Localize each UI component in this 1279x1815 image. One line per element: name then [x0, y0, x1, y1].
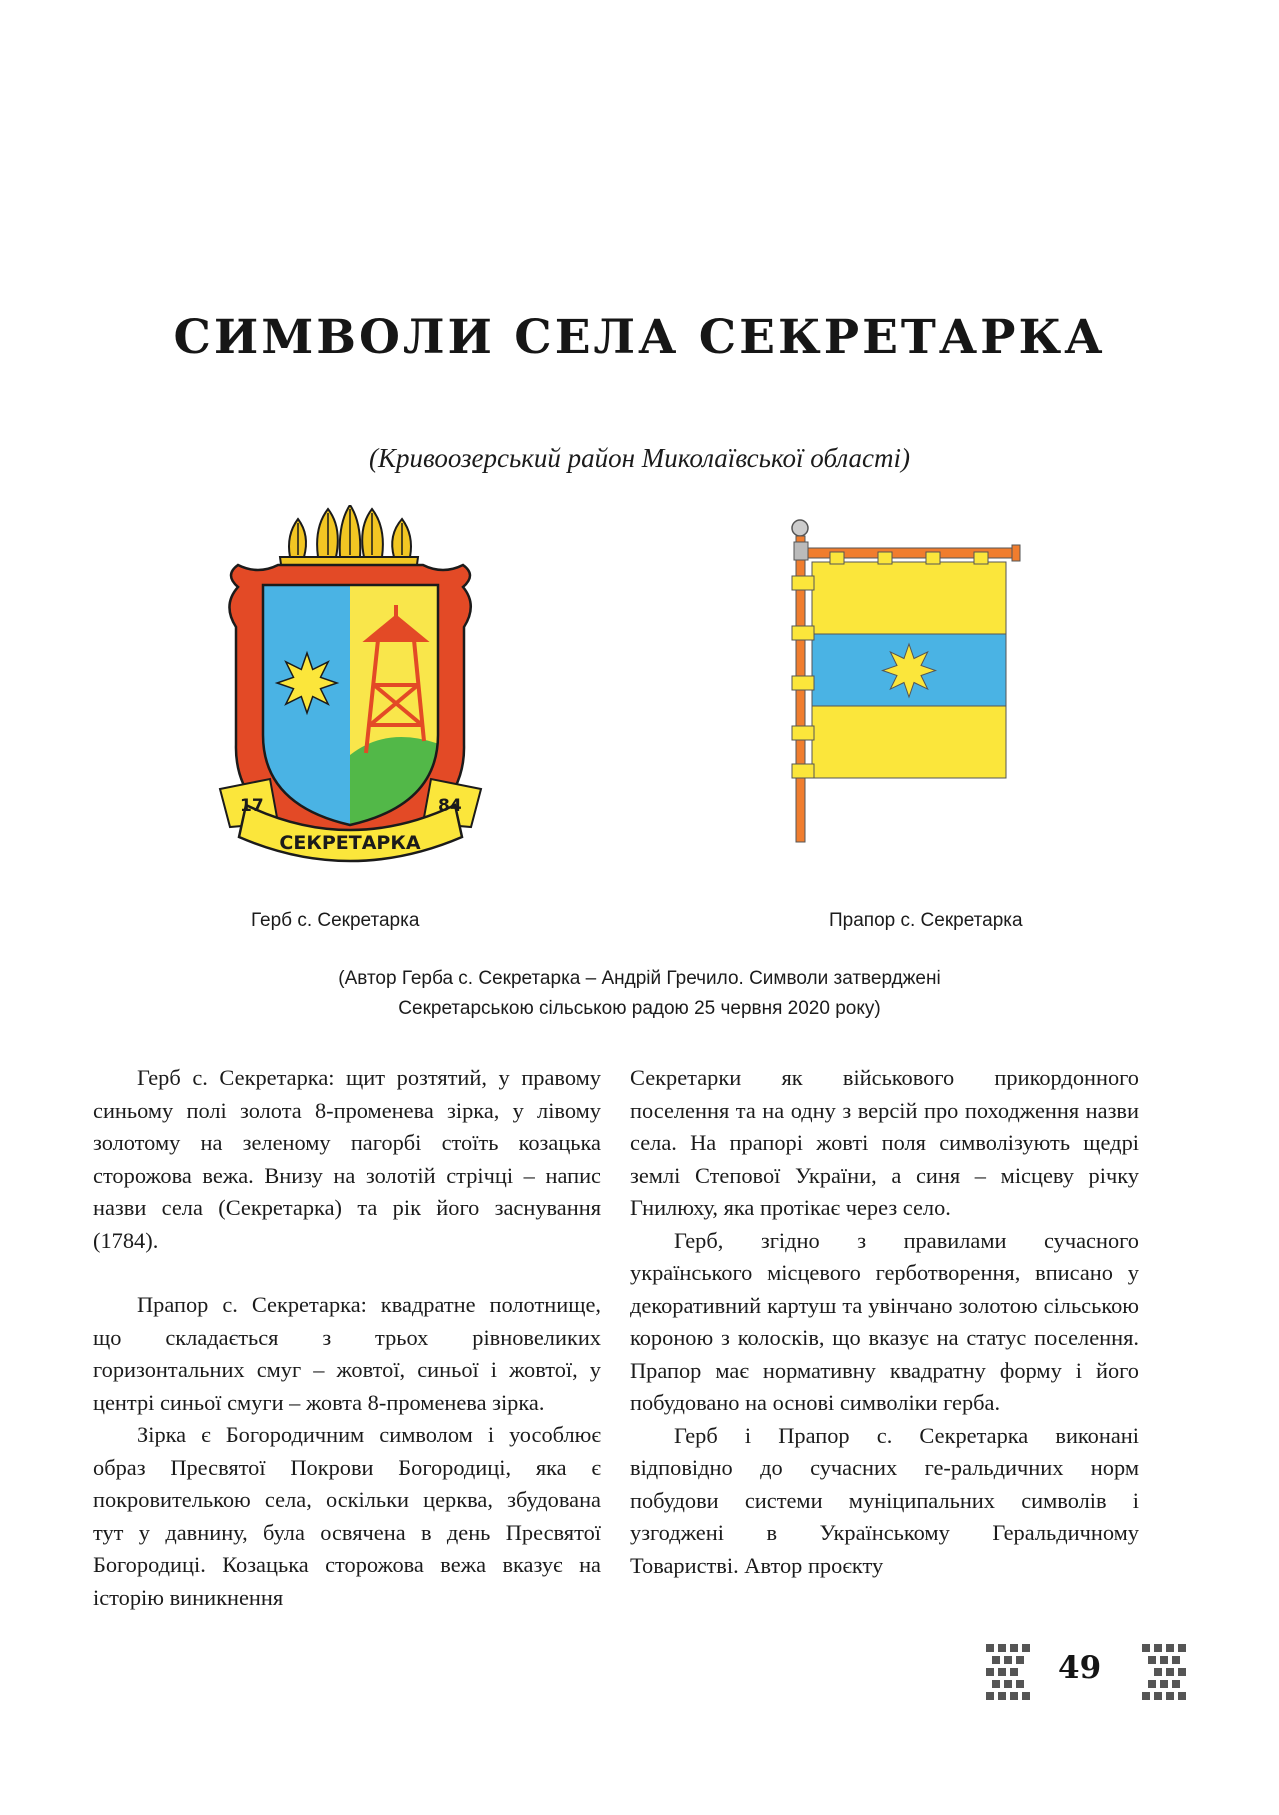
page-subtitle: (Кривоозерський район Миколаївської області) — [369, 443, 910, 473]
ornament-right-icon — [1136, 1640, 1190, 1706]
star-icon — [277, 653, 337, 713]
coat-of-arms-image — [218, 505, 483, 865]
text-column-left — [93, 1062, 601, 1614]
author-note — [0, 964, 1279, 1024]
page-title: СИМВОЛИ СЕЛА СЕКРЕТАРКА — [173, 310, 1106, 365]
flag-image — [784, 518, 1034, 846]
author-note-line-2: Секретарською сільською радою 25 червня 2020 року) — [398, 998, 881, 1019]
year-right-label: 84 — [438, 796, 462, 816]
author-note-line-1: (Автор Герба с. Секретарка – Андрій Гречило. Символи затверджені — [338, 968, 941, 989]
year-left-label: 17 — [240, 796, 264, 816]
paragraph-star-meaning: Зірка є Богородичним символом і уособлює образ Пресвятої Покрови Богородиці, яка є покровителькою села, оскільки церква, збудована тут у давнину, була освячена в день Пресвятої Богородиці. Козацька сторожова вежа вказує на історію виникнення — [93, 1422, 601, 1610]
paragraph-coat-description: Герб с. Секретарка: щит розтятий, у правому синьому полі золота 8-променева зірка, у лівому золотому на зеленому пагорбі стоїть козацька сторожова вежа. Внизу на золотій стрічці – напис назви села (Секретарка) та рік його заснування (1784). — [93, 1065, 601, 1253]
ornament-left-icon — [982, 1640, 1036, 1706]
flag-caption: Прапор с. Секретарка — [829, 910, 1023, 931]
text-column-right — [630, 1062, 1139, 1582]
paragraph-approval: Герб і Прапор с. Секретарка виконані відповідно до сучасних ге-ральдичних норм побудови системи муніципальних символів і узгоджені в Українському Геральдичному Товаристві. Автор проєкту — [630, 1422, 1139, 1578]
flag-star-icon — [883, 644, 936, 697]
paragraph-star-meaning-continued: Секретарки як військового прикордонного поселення та на одну з версій про походження назви села. На прапорі жовті поля символізують щедрі землі Степової України, а синя – місцеву річку Гнилюху, яка протікає через село. — [630, 1065, 1139, 1220]
paragraph-heraldic-rules: Герб, згідно з правилами сучасного українського місцевого герботворення, вписано у декоративний картуш та увінчано золотою сільською короною з колосків, що вказує на статус поселення. Прапор має нормативну квадратну форму і його побудовано на основі символіки герба. — [630, 1227, 1139, 1415]
coat-caption: Герб с. Секретарка — [251, 910, 420, 931]
ribbon-label: СЕКРЕТАРКА — [279, 832, 421, 854]
paragraph-flag-description: Прапор с. Секретарка: квадратне полотнище, що складається з трьох рівновеликих горизонтальних смуг – жовтої, синьої і жовтої, у центрі синьої смуги – жовта 8-променева зірка. — [93, 1292, 601, 1415]
page-number: 49 — [1058, 1650, 1102, 1686]
